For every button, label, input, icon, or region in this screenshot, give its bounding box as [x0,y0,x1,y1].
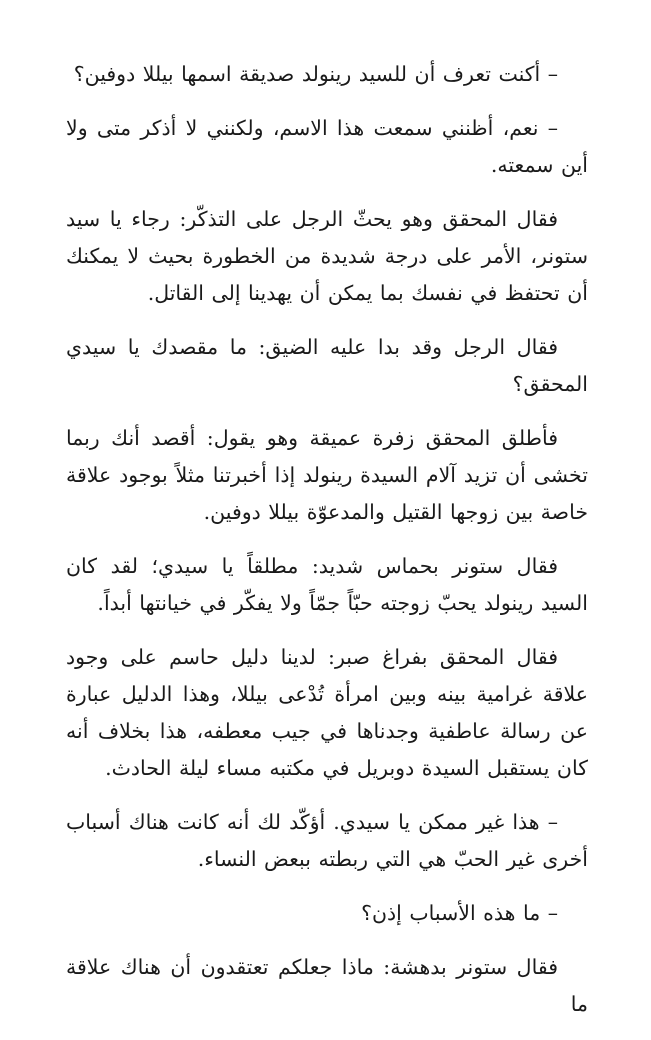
narrative-paragraph: فقال ستونر بحماس شديد: مطلقاً يا سيدي؛ لقد كان السيد رينولد يحبّ زوجته حبّاً جمّاً ولا يفكّر في خيانتها أبداً. [66,554,588,615]
dialogue-line: – ما هذه الأسباب إذن؟ [361,901,558,925]
book-page [66,56,588,1040]
narrative-paragraph: فقال ستونر بدهشة: ماذا جعلكم تعتقدون أن هناك علاقة ما [66,955,588,1016]
narrative-paragraph: فقال الرجل وقد بدا عليه الضيق: ما مقصدك يا سيدي المحقق؟ [66,335,588,396]
narrative-paragraph: فقال المحقق وهو يحثّ الرجل على التذكّر: رجاء يا سيد ستونر، الأمر على درجة شديدة من الخطورة بحيث لا يمكنك أن تحتفظ في نفسك بما يمكن أن يهدينا إلى القاتل. [66,207,588,305]
narrative-paragraph: فأطلق المحقق زفرة عميقة وهو يقول: أقصد أنك ربما تخشى أن تزيد آلام السيدة رينولد إذا أخبرتنا مثلاً بوجود علاقة خاصة بين زوجها القتيل والمدعوّة بيللا دوفين. [66,426,588,524]
dialogue-line: – نعم، أظنني سمعت هذا الاسم، ولكنني لا أذكر متى ولا أين سمعته. [66,116,588,177]
narrative-paragraph: فقال المحقق بفراغ صبر: لدينا دليل حاسم على وجود علاقة غرامية بينه وبين امرأة تُدْعى بيللا، وهذا الدليل عبارة عن رسالة عاطفية وجدناها في جيب معطفه، هذا بخلاف أنه كان يستقبل السيدة دوبريل في مكتبه مساء ليلة الحادث. [66,645,588,780]
dialogue-line: – هذا غير ممكن يا سيدي. أؤكّد لك أنه كانت هناك أسباب أخرى غير الحبّ هي التي ربطته ببعض النساء. [66,810,588,871]
dialogue-line: – أكنت تعرف أن للسيد رينولد صديقة اسمها بيللا دوفين؟ [73,62,558,86]
